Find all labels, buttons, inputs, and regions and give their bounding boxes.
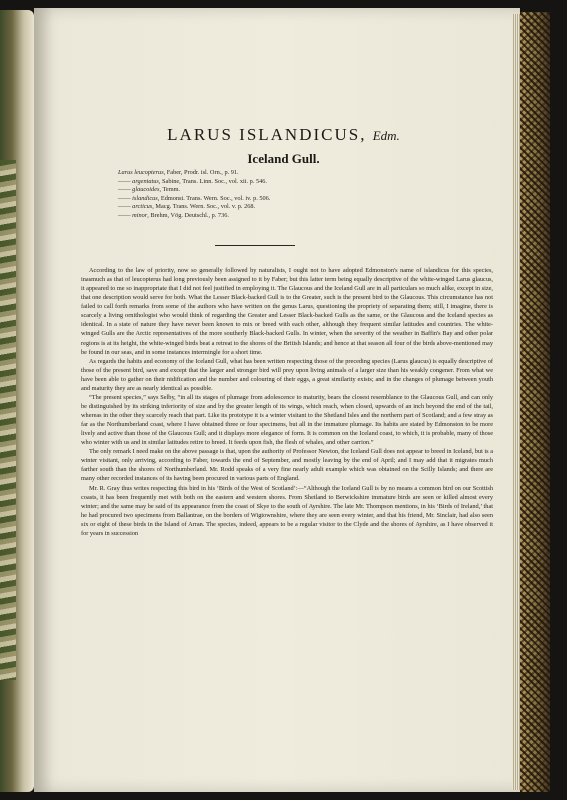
synonym-name: argentatus (132, 177, 159, 185)
synonym-entry: —— minor, Brehm, Vög. Deutschl., p. 736. (118, 211, 229, 219)
synonym-reference: , Temm. (159, 186, 181, 194)
species-name: LARUS ISLANDICUS, (167, 125, 367, 144)
synonym-reference: , Sabine, Trans. Linn. Soc., vol. xii. p. 546. (158, 177, 267, 185)
synonym-reference: , Edmonst. Trans. Wern. Soc., vol. iv. p. 506. (157, 194, 271, 202)
synonym-entry (118, 169, 448, 178)
synonym-name: arcticus (132, 203, 153, 211)
synonym-entry: —— islandicus, Edmonst. Trans. Wern. Soc., vol. iv. p. 506. (118, 194, 271, 202)
body-paragraph: The only remark I need make on the above passage is that, upon the authority of Professor Newton, the Iceland Gull does not appear to breed in Iceland, but is a winter visitant, only arriving, according to Faber, towards the end of September, and mostly leaving by the end of April; and I may add that it migrates much farther south than the shores of Northumberland. Mr. Rodd speaks of a very fine nearly adult example which was obtained on the Scilly Islands; and there are many other recorded instances of its having been procured in various parts of England. (81, 448, 493, 483)
body-paragraph: As regards the habits and economy of the Iceland Gull, what has been written respecting those of the preceding species (Larus glaucus) is equally descriptive of those of the present bird, save and except that the larger and stronger bird will prey upon living animals of a larger size than his weakly congener. From what we have been able to gather on their nidification and the number and colouring of their eggs, a great similarity exists; and in the changes of plumage between youth and maturity they are as nearly identical as possible. (81, 357, 493, 392)
synonym-name: islandicus (132, 194, 158, 202)
synonymy-list (118, 169, 448, 221)
synonym-reference: , Macg. Trans. Wern. Soc., vol. v. p. 268. (152, 203, 256, 211)
section-divider (215, 245, 295, 246)
body-paragraph: Mr. R. Gray thus writes respecting this bird in his ‘Birds of the West of Scotland’:—“Although the Iceland Gull is by no means a common bird on our Scottish coasts, it has been frequently met with both on the eastern and western shores. From Shetland to Berwickshire immature birds are seen or killed almost every winter; and the same may be said of its appearance from the coast of Skye to the south of Ayrshire. The late Mr. Thompson mentions, in his ‘Birds of Ireland,’ that he had procured two specimens from Ballantrae, on the borders of Wigtownshire, where they are seen every winter, and that his friend, Mr. Sinclair, had also seen six or eight of these birds in the Island of Arran. The species, indeed, appears to be a regular visitor to the Clyde and the shores of Ayrshire, as I have observed it for years in succession (81, 484, 493, 537)
synonym-reference: , Faber, Prodr. isl. Orn., p. 91. (163, 169, 239, 176)
body-paragraph: According to the law of priority, now so generally followed by naturalists, I ought not to have adopted Edmonston's name of islandicus for this species, inasmuch as that of leucopterus had long previously been assigned to it by Faber; but this latter term being equally descriptive of the white-winged Larus glaucus, it appeared to me so inappropriate that I did not feel justified in employing it. The Glaucous and the Iceland Gull are in all particulars so much alike, except in size, that one description would serve for both. What the Lesser Black-backed Gull is to the Greater, such is the present bird to the Glaucous. This circumstance has not failed to call forth remarks from some of the authors who have written on the genus Larus, questioning the propriety of separating them; still, I imagine, there is scarcely a living ornithologist who would think of regarding the Greater and Lesser Black-backed Gulls as the same, or the Glaucous and the Iceland species as identical. In a state of nature they have never been known to mix or breed with each other, although they frequent similar latitudes and countries. The white-winged Gulls are the Arctic representatives of the more southerly Black-backed Gulls. In winter, when the severity of the weather in Baffin's Bay and other polar regions is at its height, the white-winged birds beat a retreat to the shores of the British Islands; and hence at that season all four of the birds above-mentioned may be found in our seas, and in some instances intermingle for a short time. (81, 267, 493, 356)
page-title (0, 125, 567, 145)
synonym-reference: , Brehm, Vög. Deutschl., p. 736. (147, 211, 229, 219)
synonym-entry: —— argentatus, Sabine, Trans. Linn. Soc., vol. xii. p. 546. (118, 177, 267, 185)
body-paragraph: “The present species,” says Selby, “in all its stages of plumage from adolescence to maturity, bears the closest resemblance to the Glaucous Gull, and can only be distinguished by its striking inferiority of size and by the greater length of its wings, which reach, when closed, upwards of an inch beyond the end of the tail, whereas in the other they scarcely reach that part. Like its prototype it is a winter visitant to the Shetland Isles and the northern part of Scotland; and a few stray as far as the Northumberland coast, where I have obtained three or four specimens, but all in the immature plumage. Its habits are stated by Edmonston to be more lively and active than those of the Glaucous Gull; and it displays more elegance of form. It is common on the Iceland coast, to which, it is probable, many of those who winter with us and in similar latitudes retire to breed. It feeds upon fish, the flesh of whales, and other carrion.” (81, 393, 493, 447)
synonym-name: minor (132, 211, 148, 219)
synonym-entry: —— glaucoides, Temm. (118, 186, 181, 194)
synonym-name: glaucoides (132, 186, 160, 194)
body-text (81, 266, 493, 786)
synonym-name: Larus leucopterus (118, 169, 164, 176)
synonym-entry: —— arcticus, Macg. Trans. Wern. Soc., vol. v. p. 268. (118, 203, 256, 211)
common-name: Iceland Gull. (247, 151, 320, 166)
species-author: Edm. (372, 128, 400, 143)
left-plate-illustration-edge (0, 160, 16, 680)
